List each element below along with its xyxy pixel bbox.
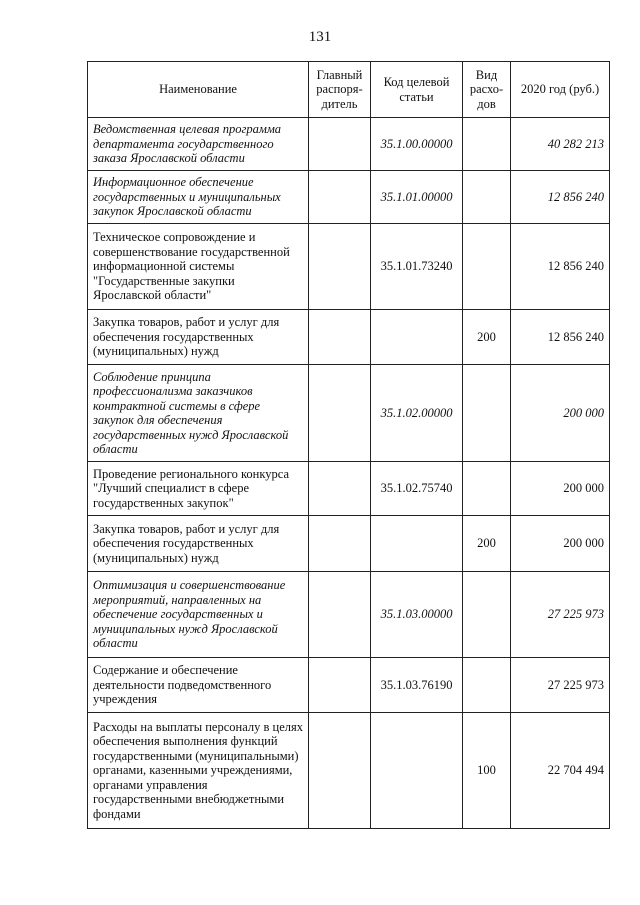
row-name: Информационное обеспечение государственных и муниципальных закупок Ярославской области (88, 171, 309, 224)
row-amount: 12 856 240 (511, 310, 610, 365)
row-main-manager (309, 171, 371, 224)
table-row (88, 658, 610, 713)
header-expense-type: Вид расхо-дов (463, 62, 511, 118)
row-amount: 12 856 240 (511, 171, 610, 224)
row-name: Оптимизация и совершенствование мероприятий, направленных на обеспечение государственных и муниципальных нужд Ярославской области (88, 572, 309, 658)
row-expense-type (463, 224, 511, 310)
row-amount: 40 282 213 (511, 118, 610, 171)
row-main-manager (309, 713, 371, 829)
row-amount: 200 000 (511, 365, 610, 462)
row-expense-type (463, 658, 511, 713)
row-name: Соблюдение принципа профессионализма заказчиков контрактной системы в сфере закупок для обеспечения государственных нужд Ярославской области (88, 365, 309, 462)
row-main-manager (309, 462, 371, 516)
row-target-code: 35.1.00.00000 (371, 118, 463, 171)
row-name: Закупка товаров, работ и услуг для обеспечения государственных (муниципальных) нужд (88, 310, 309, 365)
header-target-code: Код целевой статьи (371, 62, 463, 118)
header-year-amount: 2020 год (руб.) (511, 62, 610, 118)
table-row (88, 365, 610, 462)
row-expense-type: 100 (463, 713, 511, 829)
budget-table (87, 61, 610, 829)
table-row (88, 713, 610, 829)
row-amount: 27 225 973 (511, 572, 610, 658)
row-target-code: 35.1.02.00000 (371, 365, 463, 462)
table-row (88, 310, 610, 365)
row-main-manager (309, 516, 371, 572)
row-expense-type (463, 118, 511, 171)
row-target-code (371, 310, 463, 365)
row-main-manager (309, 658, 371, 713)
row-target-code: 35.1.03.00000 (371, 572, 463, 658)
row-target-code: 35.1.03.76190 (371, 658, 463, 713)
header-name: Наименование (88, 62, 309, 118)
row-main-manager (309, 365, 371, 462)
row-amount: 12 856 240 (511, 224, 610, 310)
row-amount: 22 704 494 (511, 713, 610, 829)
row-main-manager (309, 224, 371, 310)
row-main-manager (309, 310, 371, 365)
row-main-manager (309, 572, 371, 658)
row-expense-type (463, 365, 511, 462)
row-amount: 200 000 (511, 516, 610, 572)
row-expense-type (463, 572, 511, 658)
row-expense-type: 200 (463, 516, 511, 572)
row-name: Закупка товаров, работ и услуг для обеспечения государственных (муниципальных) нужд (88, 516, 309, 572)
table-row (88, 171, 610, 224)
table-row (88, 572, 610, 658)
row-amount: 200 000 (511, 462, 610, 516)
row-target-code: 35.1.01.00000 (371, 171, 463, 224)
table-row (88, 224, 610, 310)
row-target-code (371, 516, 463, 572)
row-target-code (371, 713, 463, 829)
table-row (88, 118, 610, 171)
row-target-code: 35.1.02.75740 (371, 462, 463, 516)
row-name: Проведение регионального конкурса "Лучший специалист в сфере государственных закупок" (88, 462, 309, 516)
table-body (88, 118, 610, 829)
row-name: Ведомственная целевая программа департамента государственного заказа Ярославской области (88, 118, 309, 171)
table-row (88, 462, 610, 516)
row-expense-type (463, 171, 511, 224)
row-amount: 27 225 973 (511, 658, 610, 713)
page-number: 131 (308, 29, 332, 45)
table-header-row (88, 62, 610, 118)
row-target-code: 35.1.01.73240 (371, 224, 463, 310)
row-expense-type: 200 (463, 310, 511, 365)
header-main-manager: Главный распоря-дитель (309, 62, 371, 118)
table-row (88, 516, 610, 572)
row-name: Техническое сопровождение и совершенствование государственной информационной системы "Государственные закупки Ярославской области" (88, 224, 309, 310)
row-expense-type (463, 462, 511, 516)
row-main-manager (309, 118, 371, 171)
row-name: Расходы на выплаты персоналу в целях обеспечения выполнения функций государственными (муниципальными) органами, казенными учреждениями, органами управления государственными внебюджетными фондами (88, 713, 309, 829)
row-name: Содержание и обеспечение деятельности подведомственного учреждения (88, 658, 309, 713)
